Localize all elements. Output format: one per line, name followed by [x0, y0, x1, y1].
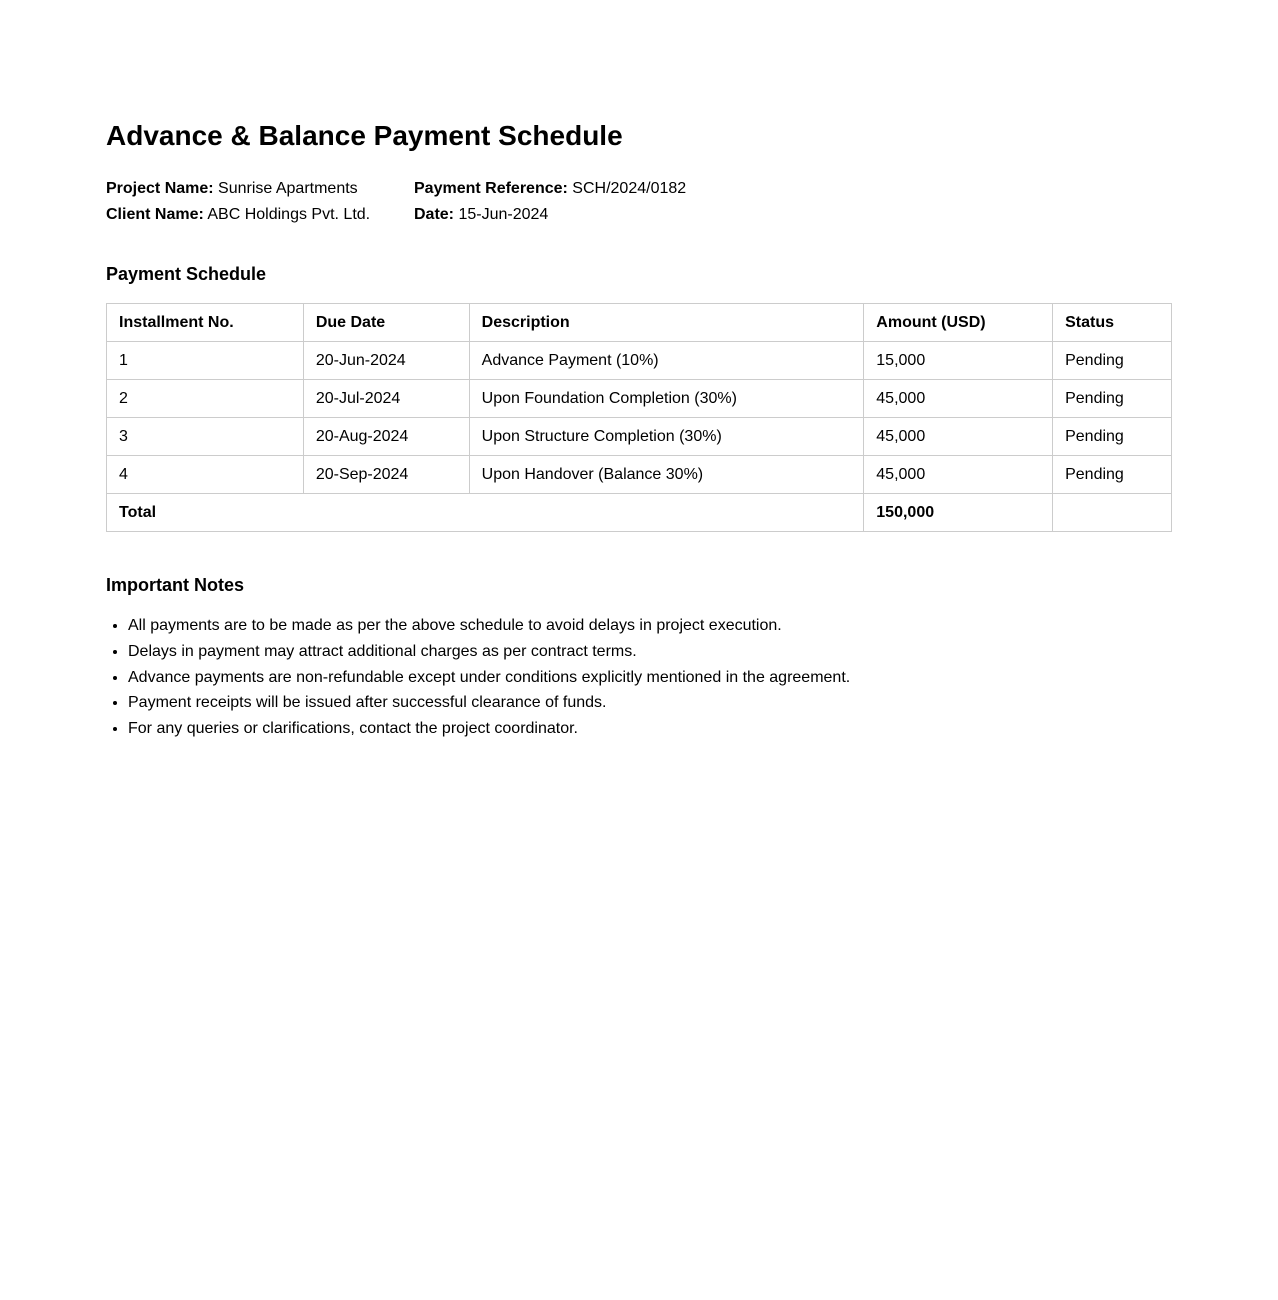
page-title: Advance & Balance Payment Schedule: [106, 120, 623, 151]
meta-column-right: [414, 176, 686, 228]
status-cell: Pending: [1053, 342, 1172, 380]
table-row: [107, 456, 1172, 494]
amount-cell: 45,000: [864, 380, 1053, 418]
due-date-cell: 20-Aug-2024: [303, 418, 469, 456]
date-label: Date:: [414, 206, 455, 223]
description-cell: Upon Handover (Balance 30%): [469, 456, 864, 494]
amount-cell: 45,000: [864, 456, 1053, 494]
date-value: 15-Jun-2024: [458, 206, 549, 223]
total-amount-cell: 150,000: [864, 494, 1053, 532]
column-header-installment: Installment No.: [107, 304, 304, 342]
status-cell: Pending: [1053, 418, 1172, 456]
column-header-due-date: Due Date: [303, 304, 469, 342]
list-item: • Payment receipts will be issued after successful clearance of funds.: [128, 690, 850, 716]
client-name-label: Client Name:: [106, 206, 204, 223]
installment-cell: 4: [107, 456, 304, 494]
installment-cell: 1: [107, 342, 304, 380]
total-label-cell: Total: [107, 494, 864, 532]
project-name-label: Project Name:: [106, 180, 214, 197]
table-row: [107, 418, 1172, 456]
document-meta: [106, 176, 686, 228]
payment-reference-value: SCH/2024/0182: [572, 180, 687, 197]
list-item: • All payments are to be made as per the above schedule to avoid delays in project execution.: [128, 613, 850, 639]
amount-cell: 45,000: [864, 418, 1053, 456]
table-row: [107, 380, 1172, 418]
status-cell: Pending: [1053, 380, 1172, 418]
project-name-value: Sunrise Apartments: [218, 180, 358, 197]
description-cell: Upon Foundation Completion (30%): [469, 380, 864, 418]
list-item: • For any queries or clarifications, contact the project coordinator.: [128, 716, 850, 742]
due-date-cell: 20-Jun-2024: [303, 342, 469, 380]
status-cell: Pending: [1053, 456, 1172, 494]
payment-reference-line: [414, 176, 686, 202]
table-row: [107, 342, 1172, 380]
column-header-status: Status: [1053, 304, 1172, 342]
table-header-row: [107, 304, 1172, 342]
payment-schedule-table: [106, 303, 1172, 532]
due-date-cell: 20-Sep-2024: [303, 456, 469, 494]
column-header-description: Description: [469, 304, 864, 342]
important-notes-heading: Important Notes: [106, 575, 245, 595]
total-row: [107, 494, 1172, 532]
column-header-amount: Amount (USD): [864, 304, 1053, 342]
list-item: • Advance payments are non-refundable except under conditions explicitly mentioned in the agreement.: [128, 665, 850, 691]
description-cell: Upon Structure Completion (30%): [469, 418, 864, 456]
client-name-value: ABC Holdings Pvt. Ltd.: [207, 206, 371, 223]
payment-schedule-heading: Payment Schedule: [106, 264, 267, 284]
meta-column-left: [106, 176, 414, 228]
installment-cell: 2: [107, 380, 304, 418]
client-name-line: [106, 202, 414, 228]
payment-reference-label: Payment Reference:: [414, 180, 568, 197]
description-cell: Advance Payment (10%): [469, 342, 864, 380]
important-notes-list: [106, 613, 850, 742]
list-item: • Delays in payment may attract additional charges as per contract terms.: [128, 639, 850, 665]
project-name-line: [106, 176, 414, 202]
date-line: [414, 202, 686, 228]
total-status-cell: [1053, 494, 1172, 532]
installment-cell: 3: [107, 418, 304, 456]
amount-cell: 15,000: [864, 342, 1053, 380]
due-date-cell: 20-Jul-2024: [303, 380, 469, 418]
